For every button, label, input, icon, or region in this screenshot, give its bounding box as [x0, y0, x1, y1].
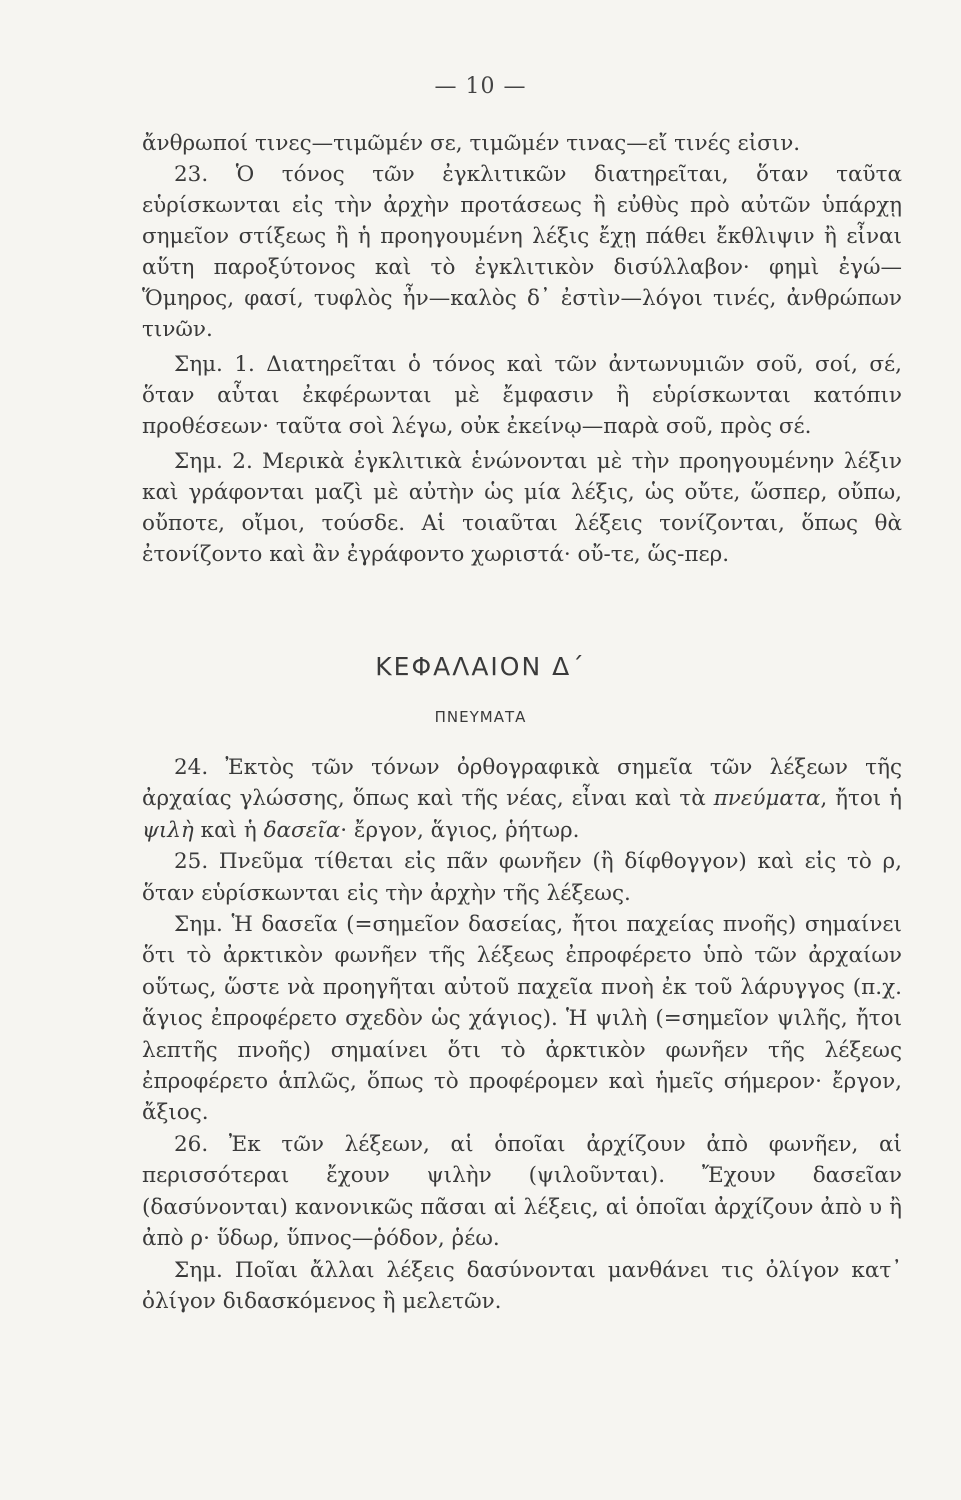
- chapter-title: ΚΕΦΑΛΑΙΟΝ Δ΄: [375, 652, 586, 681]
- paragraph-24-part-d: · ἔργον, ἅγιος, ῥήτωρ.: [340, 817, 580, 843]
- text-block-top: [142, 128, 902, 570]
- note-1: Σημ. 1. Διατηρεῖται ὁ τόνος καὶ τῶν ἀντωνυμιῶν σοῦ, σοί, σέ, ὅταν αὗται ἐκφέρωνται μὲ ἔμφασιν ἢ εὑρίσκωνται κατόπιν προθέσεων· ταῦτα σοὶ λέγω, οὐκ ἐκείνῳ—παρὰ σοῦ, πρὸς σέ.: [142, 352, 902, 439]
- paragraph-24: [142, 752, 902, 846]
- chapter-subtitle: ΠΝΕΥΜΑΤΑ: [434, 708, 527, 726]
- paragraph-23: 23. Ὁ τόνος τῶν ἐγκλιτικῶν διατηρεῖται, ὅταν ταῦτα εὑρίσκωνται εἰς τὴν ἀρχὴν προτάσεως ἢ εὐθὺς πρὸ αὐτῶν ὑπάρχῃ σημεῖον στίξεως ἢ ἡ προηγουμένη λέξις ἔχῃ πάθει ἔκθλιψιν ἢ εἶναι αὕτη παροξύτονος καὶ τὸ ἐγκλιτικὸν δισύλλαβον· φημὶ ἐγώ— Ὅμηρος, φασί, τυφλὸς ἦν—καλὸς δ᾽ ἐστὶν—λόγοι τινές, ἀνθρώπων τινῶν.: [142, 162, 902, 342]
- page-number: — 10 —: [434, 74, 527, 99]
- term-daseia: δασεῖα: [263, 817, 341, 843]
- paragraph-continuation: ἄνθρωποί τινες—τιμῶμέν σε, τιμῶμέν τινας—εἴ τινές εἰσιν.: [142, 131, 801, 156]
- paragraph-25: 25. Πνεῦμα τίθεται εἰς πᾶν φωνῆεν (ἢ δίφθογγον) καὶ εἰς τὸ ρ, ὅταν εὑρίσκωνται εἰς τὴν ἀρχὴν τῆς λέξεως.: [142, 849, 902, 906]
- text-block-bottom: [142, 752, 902, 1317]
- paragraph-26: 26. Ἐκ τῶν λέξεων, αἱ ὁποῖαι ἀρχίζουν ἀπὸ φωνῆεν, αἱ περισσότεραι ἔχουν ψιλὴν (ψιλοῦνται). Ἔχουν δασεῖαν (δασύνονται) κανονικῶς πᾶσαι αἱ λέξεις, αἱ ὁποῖαι ἀρχίζουν ἀπὸ υ ἢ ἀπὸ ρ· ὕδωρ, ὕπνος—ῥόδον, ῥέω.: [142, 1131, 902, 1252]
- note-dasynontai: Σημ. Ποῖαι ἄλλαι λέξεις δασύνονται μανθάνει τις ὀλίγον κατ᾽ ὀλίγον διδασκόμενος ἢ μελετῶν.: [142, 1257, 902, 1314]
- paragraph-24-part-b: , ἤτοι ἡ: [820, 786, 902, 812]
- note-daseia: Σημ. Ἡ δασεῖα (=σημεῖον δασείας, ἤτοι παχείας πνοῆς) σημαίνει ὅτι τὸ ἀρκτικὸν φωνῆεν τῆς λέξεως ἐπροφέρετο ὑπὸ τῶν ἀρχαίων οὕτως, ὥστε νὰ προηγῆται αὐτοῦ παχεῖα πνοὴ ἐκ τοῦ λάρυγγος (π.χ. ἅγιος ἐπροφέρετο σχεδὸν ὡς χάγιος). Ἡ ψιλὴ (=σημεῖον ψιλῆς, ἤτοι λεπτῆς πνοῆς) σημαίνει ὅτι τὸ ἀρκτικὸν φωνῆεν τῆς λέξεως ἐπροφέρετο ἁπλῶς, ὅπως τὸ προφέρομεν καὶ ἡμεῖς σήμερον· ἔργον, ἄξιος.: [142, 912, 902, 1126]
- paragraph-24-part-c: καὶ ἡ: [193, 817, 264, 843]
- paragraph-24-part-a: 24. Ἐκτὸς τῶν τόνων ὀρθογραφικὰ σημεῖα τῶν λέξεων τῆς ἀρχαίας γλώσσης, ὅπως καὶ τῆς νέας, εἶναι καὶ τὰ: [142, 755, 902, 812]
- note-2: Σημ. 2. Μερικὰ ἐγκλιτικὰ ἑνώνονται μὲ τὴν προηγουμένην λέξιν καὶ γράφονται μαζὶ μὲ αὐτὴν ὡς μία λέξις, ὡς οὔτε, ὥσπερ, οὔπω, οὔποτε, οἴμοι, τούσδε. Αἱ τοιαῦται λέξεις τονίζονται, ὅπως θὰ ἐτονίζοντο καὶ ἂν ἐγράφοντο χωριστά· οὔ-τε, ὥς-περ.: [142, 449, 902, 567]
- term-psili: ψιλὴ: [142, 817, 194, 843]
- term-pneumata: πνεύματα: [713, 786, 821, 812]
